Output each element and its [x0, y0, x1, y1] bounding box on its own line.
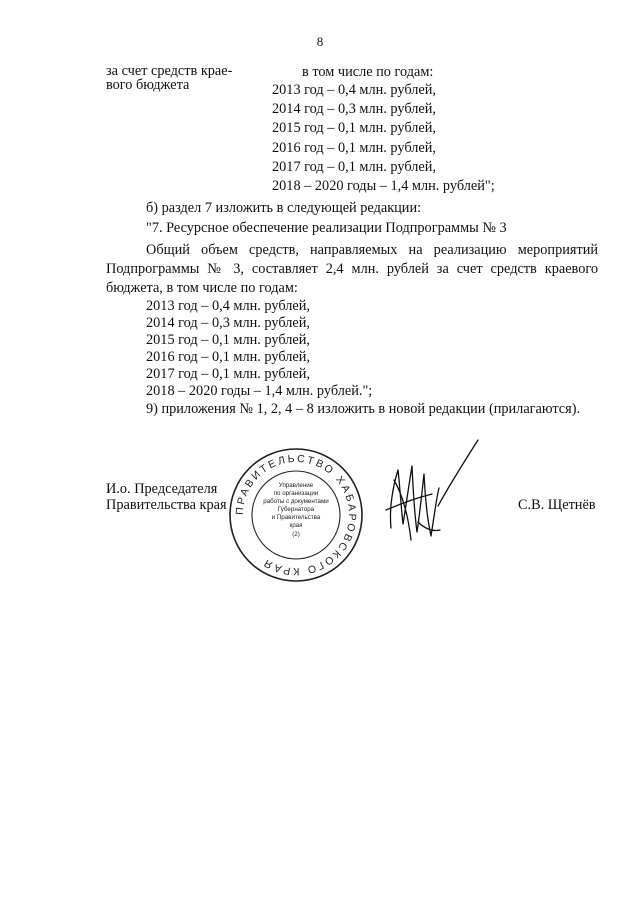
position-line-1: И.о. Председателя — [106, 481, 218, 497]
handwritten-signature — [378, 436, 482, 554]
funding-year-item: 2018 – 2020 годы – 1,4 млн. рублей"; — [272, 178, 495, 195]
seal-inner-line: по организации — [273, 490, 319, 497]
signatory-name: С.В. Щетнёв — [518, 497, 596, 513]
funding-year-item: 2013 год – 0,4 млн. рублей, — [272, 82, 436, 98]
funding-years-list-1 — [272, 64, 495, 196]
seal-inner-line: Управление — [278, 482, 314, 489]
section-title: "7. Ресурсное обеспечение реализации Подпрограммы № 3 — [146, 220, 507, 236]
funding-year-item: 2017 год – 0,1 млн. рублей, — [146, 366, 310, 382]
seal-inner-line: работы с документами — [263, 498, 329, 505]
seal-outer-text: ПРАВИТЕЛЬСТВО ХАБАРОВСКОГО КРАЯ — [233, 452, 359, 578]
funding-years-header: в том числе по годам: — [302, 64, 434, 80]
funding-source-line-1: за счет средств крае- — [106, 63, 233, 79]
seal-inner-line: Губернатора — [277, 506, 315, 513]
funding-year-item: 2016 год – 0,1 млн. рублей, — [146, 349, 310, 365]
paragraph-line-2: Подпрограммы № 3, составляет 2,4 млн. рублей за счет средств краевого — [106, 261, 598, 277]
funding-paragraph — [106, 241, 598, 298]
seal-inner-line: края — [289, 522, 303, 529]
funding-years-list-2 — [106, 298, 638, 400]
page-number: 8 — [316, 34, 324, 49]
funding-year-item: 2014 год – 0,3 млн. рублей, — [146, 315, 310, 331]
position-line-2: Правительства края — [106, 497, 227, 513]
section-b-instruction: б) раздел 7 изложить в следующей редакции: — [146, 200, 422, 216]
seal-inner-line: и Правительства — [271, 514, 321, 521]
funding-year-item: 2016 год – 0,1 млн. рублей, — [272, 139, 436, 156]
funding-year-item: 2014 год – 0,3 млн. рублей, — [272, 101, 436, 118]
funding-year-item: 2015 год – 0,1 млн. рублей, — [146, 332, 310, 348]
paragraph-line-3: бюджета, в том числе по годам: — [106, 280, 298, 296]
funding-source-line-2: вого бюджета — [106, 77, 190, 93]
item-9-instruction: 9) приложения № 1, 2, 4 – 8 изложить в новой редакции (прилагаются). — [146, 401, 581, 417]
signatory-position — [106, 481, 227, 513]
funding-year-item: 2013 год – 0,4 млн. рублей, — [146, 298, 310, 314]
funding-year-item: 2017 год – 0,1 млн. рублей, — [272, 158, 436, 175]
funding-source-label — [106, 64, 256, 92]
paragraph-line-1: Общий объем средств, направляемых на реализацию мероприятий — [146, 242, 598, 258]
funding-year-item: 2018 – 2020 годы – 1,4 млн. рублей."; — [146, 383, 373, 399]
funding-year-item: 2015 год – 0,1 млн. рублей, — [272, 120, 436, 137]
seal-inner-line: (2) — [292, 531, 300, 538]
official-seal-stamp — [228, 447, 364, 583]
